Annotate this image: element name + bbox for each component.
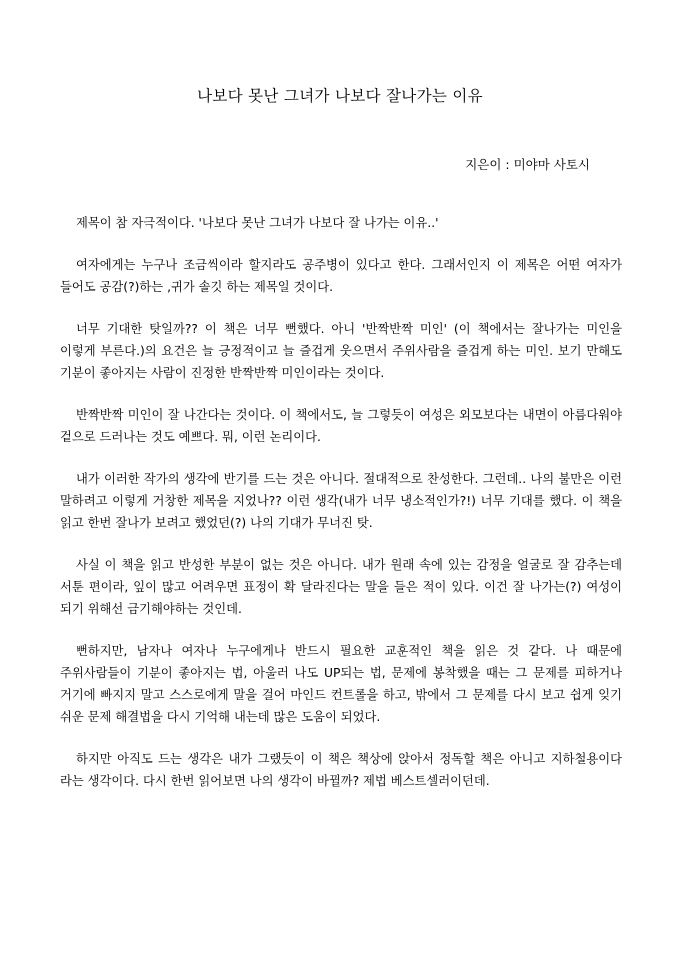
paragraph: 뻔하지만, 남자나 여자나 누구에게나 반드시 필요한 교훈적인 책을 읽은 것 같다. 나 때문에 주위사람들이 기분이 좋아지는 법, 아울러 나도 UP되는 법, 문제에 봉착했을 때는 그 문제를 피하거나 거기에 빠지지 말고 스스로에게 말을 걸어 마인드 컨트롤을 하고, 밖에서 그 문제를 다시 보고 쉽게 잊기 쉬운 문제 해결법을 다시 기억해 내는데 많은 도움이 되었다.: [60, 644, 622, 724]
paragraph: 너무 기대한 탓일까?? 이 책은 너무 뻔했다. 아니 '반짝반짝 미인' (이 책에서는 잘나가는 미인을 이렇게 부른다.)의 요건은 늘 긍정적이고 늘 즐겁게 웃으면서 주위사람을 즐겁게 하는 미인. 보기 만해도 기분이 좋아지는 사람이 진정한 반짝반짝 미인이라는 것이다.: [60, 322, 622, 380]
document-body: [60, 212, 622, 812]
paragraph: 내가 이러한 작가의 생각에 반기를 드는 것은 아니다. 절대적으로 찬성한다. 그런데.. 나의 불만은 이런 말하려고 이렇게 거창한 제목을 지었나?? 이런 생각(내가 너무 냉소적인가?!) 너무 기대를 했다. 이 책을 읽고 한번 잘나가 보려고 했었던(?) 나의 기대가 무너진 탓.: [60, 472, 622, 530]
paragraph: 반짝반짝 미인이 잘 나간다는 것이다. 이 책에서도, 늘 그렇듯이 여성은 외모보다는 내면이 아름다워야 겉으로 드러나는 것도 예쁘다. 뭐, 이런 논리이다.: [60, 408, 622, 444]
paragraph: 제목이 참 자극적이다. '나보다 못난 그녀가 나보다 잘 나가는 이유..': [76, 216, 439, 230]
paragraph: 하지만 아직도 드는 생각은 내가 그랬듯이 이 책은 책상에 앉아서 정독할 책은 아니고 지하철용이다 라는 생각이다. 다시 한번 읽어보면 나의 생각이 바뀔까? 제법 베스트셀러이던데.: [60, 752, 622, 788]
paragraph: 여자에게는 누구나 조금씩이라 할지라도 공주병이 있다고 한다. 그래서인지 이 제목은 어떤 여자가 들어도 공감(?)하는 ,귀가 솔깃 하는 제목일 것이다.: [60, 258, 622, 294]
paragraph: 사실 이 책을 읽고 반성한 부분이 없는 것은 아니다. 내가 원래 속에 있는 감정을 얼굴로 잘 감추는데 서툰 편이라, 잎이 많고 어려우면 표정이 확 달라진다는 말을 들은 적이 있다. 이건 잘 나가는(?) 여성이 되기 위해선 금기해야하는 것인데.: [60, 558, 622, 616]
document-title: 나보다 못난 그녀가 나보다 잘나가는 이유: [197, 87, 483, 105]
author-line: 지은이 : 미야마 사토시: [465, 157, 590, 172]
